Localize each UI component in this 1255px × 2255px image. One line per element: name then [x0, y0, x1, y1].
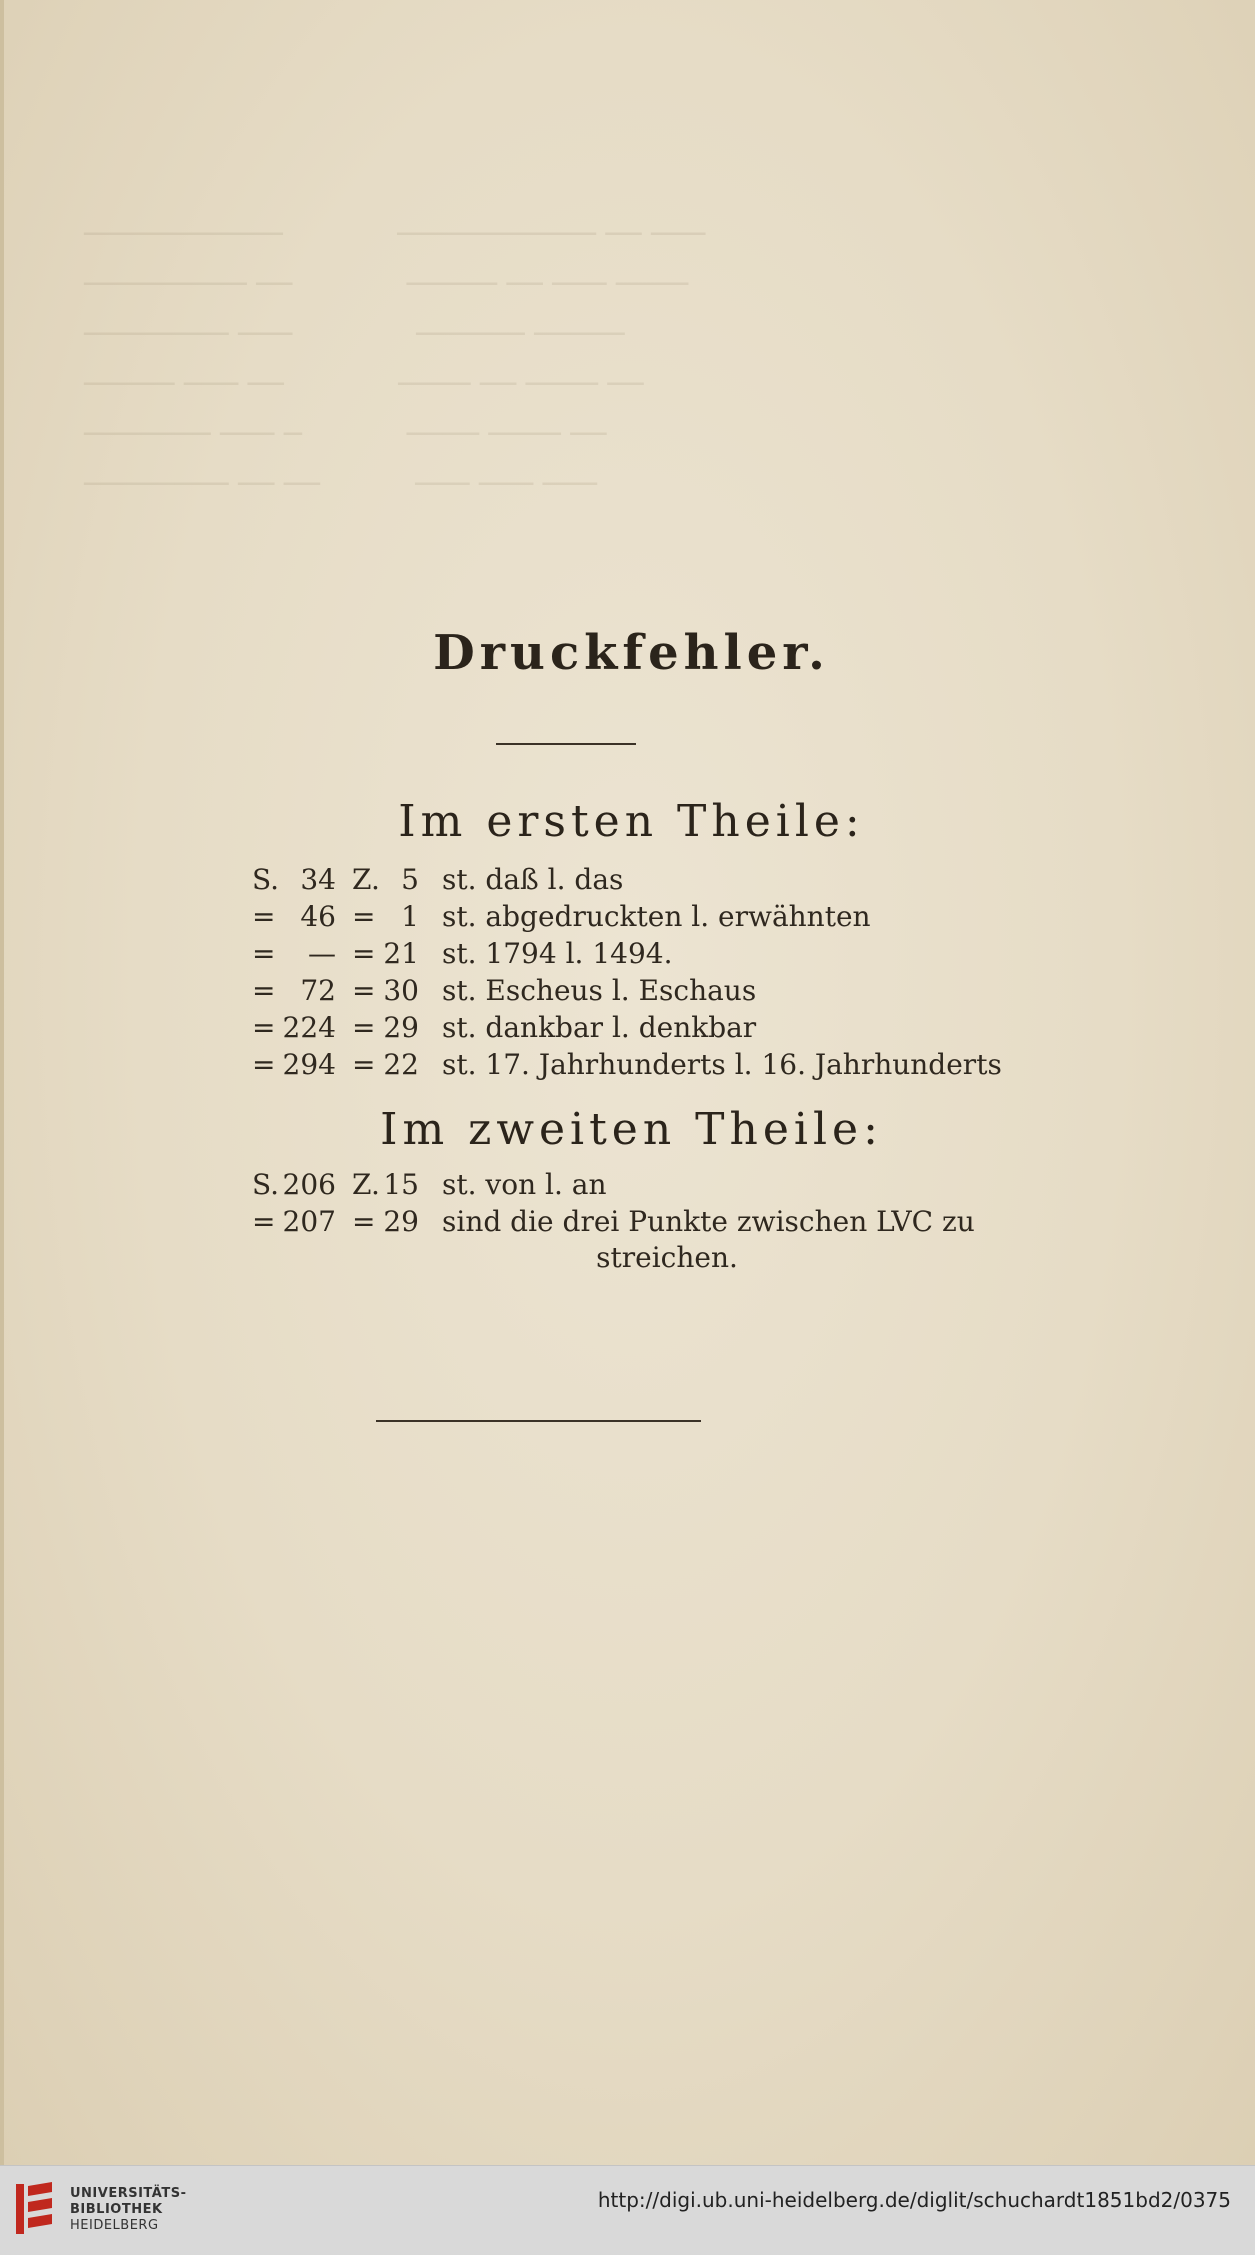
correction-text: st. 17. Jahrhunderts l. 16. Jahrhunderts [442, 1048, 1002, 1081]
line-prefix: Z. [352, 863, 380, 896]
page-number: — [308, 937, 336, 970]
page-number: 294 [282, 1048, 336, 1081]
page-prefix: = [252, 900, 276, 933]
correction-text: st. 1794 l. 1494. [442, 937, 673, 970]
page-number: 34 [300, 863, 336, 896]
line-prefix: = [352, 1205, 376, 1238]
library-name-line: HEIDELBERG [70, 2218, 159, 2233]
page-number: 207 [282, 1205, 336, 1238]
correction-text: st. Escheus l. Eschaus [442, 974, 757, 1007]
line-number: 21 [383, 937, 419, 970]
correction-text: sind die drei Punkte zwischen LVC zu [442, 1205, 975, 1238]
page-number: 46 [300, 900, 336, 933]
section-2-heading: Im zweiten Theile: [380, 1104, 883, 1155]
page-prefix: = [252, 937, 276, 970]
page-number: 72 [300, 974, 336, 1007]
source-url-link[interactable]: http://digi.ub.uni-heidelberg.de/diglit/schuchardt1851bd2/0375 [597, 2188, 1231, 2212]
page-prefix: = [252, 1205, 276, 1238]
correction-text: st. von l. an [442, 1168, 607, 1201]
library-name-line: UNIVERSITÄTS- [70, 2186, 187, 2201]
line-prefix: = [352, 900, 376, 933]
title-divider [496, 743, 636, 745]
footer-bar [0, 2165, 1255, 2255]
correction-text: st. abgedruckten l. erwähnten [442, 900, 871, 933]
end-divider [376, 1420, 701, 1422]
library-name-line: BIBLIOTHEK [70, 2202, 163, 2217]
correction-text: st. dankbar l. denkbar [442, 1011, 757, 1044]
correction-text-continuation: streichen. [596, 1241, 738, 1274]
page-number: 224 [282, 1011, 336, 1044]
line-prefix: = [352, 1048, 376, 1081]
page-prefix: S. [252, 1168, 280, 1201]
line-number: 29 [383, 1205, 419, 1238]
library-name [70, 2186, 186, 2234]
page-prefix: = [252, 974, 276, 1007]
page-number: 206 [282, 1168, 336, 1201]
line-prefix: = [352, 1011, 376, 1044]
line-number: 15 [383, 1168, 419, 1201]
page-prefix: = [252, 1048, 276, 1081]
page-prefix: S. [252, 863, 280, 896]
line-number: 22 [383, 1048, 419, 1081]
line-number: 29 [383, 1011, 419, 1044]
correction-text: st. daß l. das [442, 863, 624, 896]
line-prefix: = [352, 974, 376, 1007]
page-prefix: = [252, 1011, 276, 1044]
line-number: 30 [383, 974, 419, 1007]
bleed-through: ─────────── ─────────── ── ─── ───────── ── ───── ── ─── ──── ──────── ─── ────── ───── ───── ─── ── ──── ── ──── ── ─────── ─── ─ ──── ──── ── ──────── ── ── ─── ─── ─── [84, 217, 706, 502]
section-1-heading: Im ersten Theile: [398, 796, 865, 847]
line-prefix: Z. [352, 1168, 380, 1201]
line-number: 5 [401, 863, 419, 896]
page-title: Druckfehler. [433, 625, 830, 681]
line-prefix: = [352, 937, 376, 970]
library-logo-icon [12, 2178, 62, 2240]
line-number: 1 [401, 900, 419, 933]
